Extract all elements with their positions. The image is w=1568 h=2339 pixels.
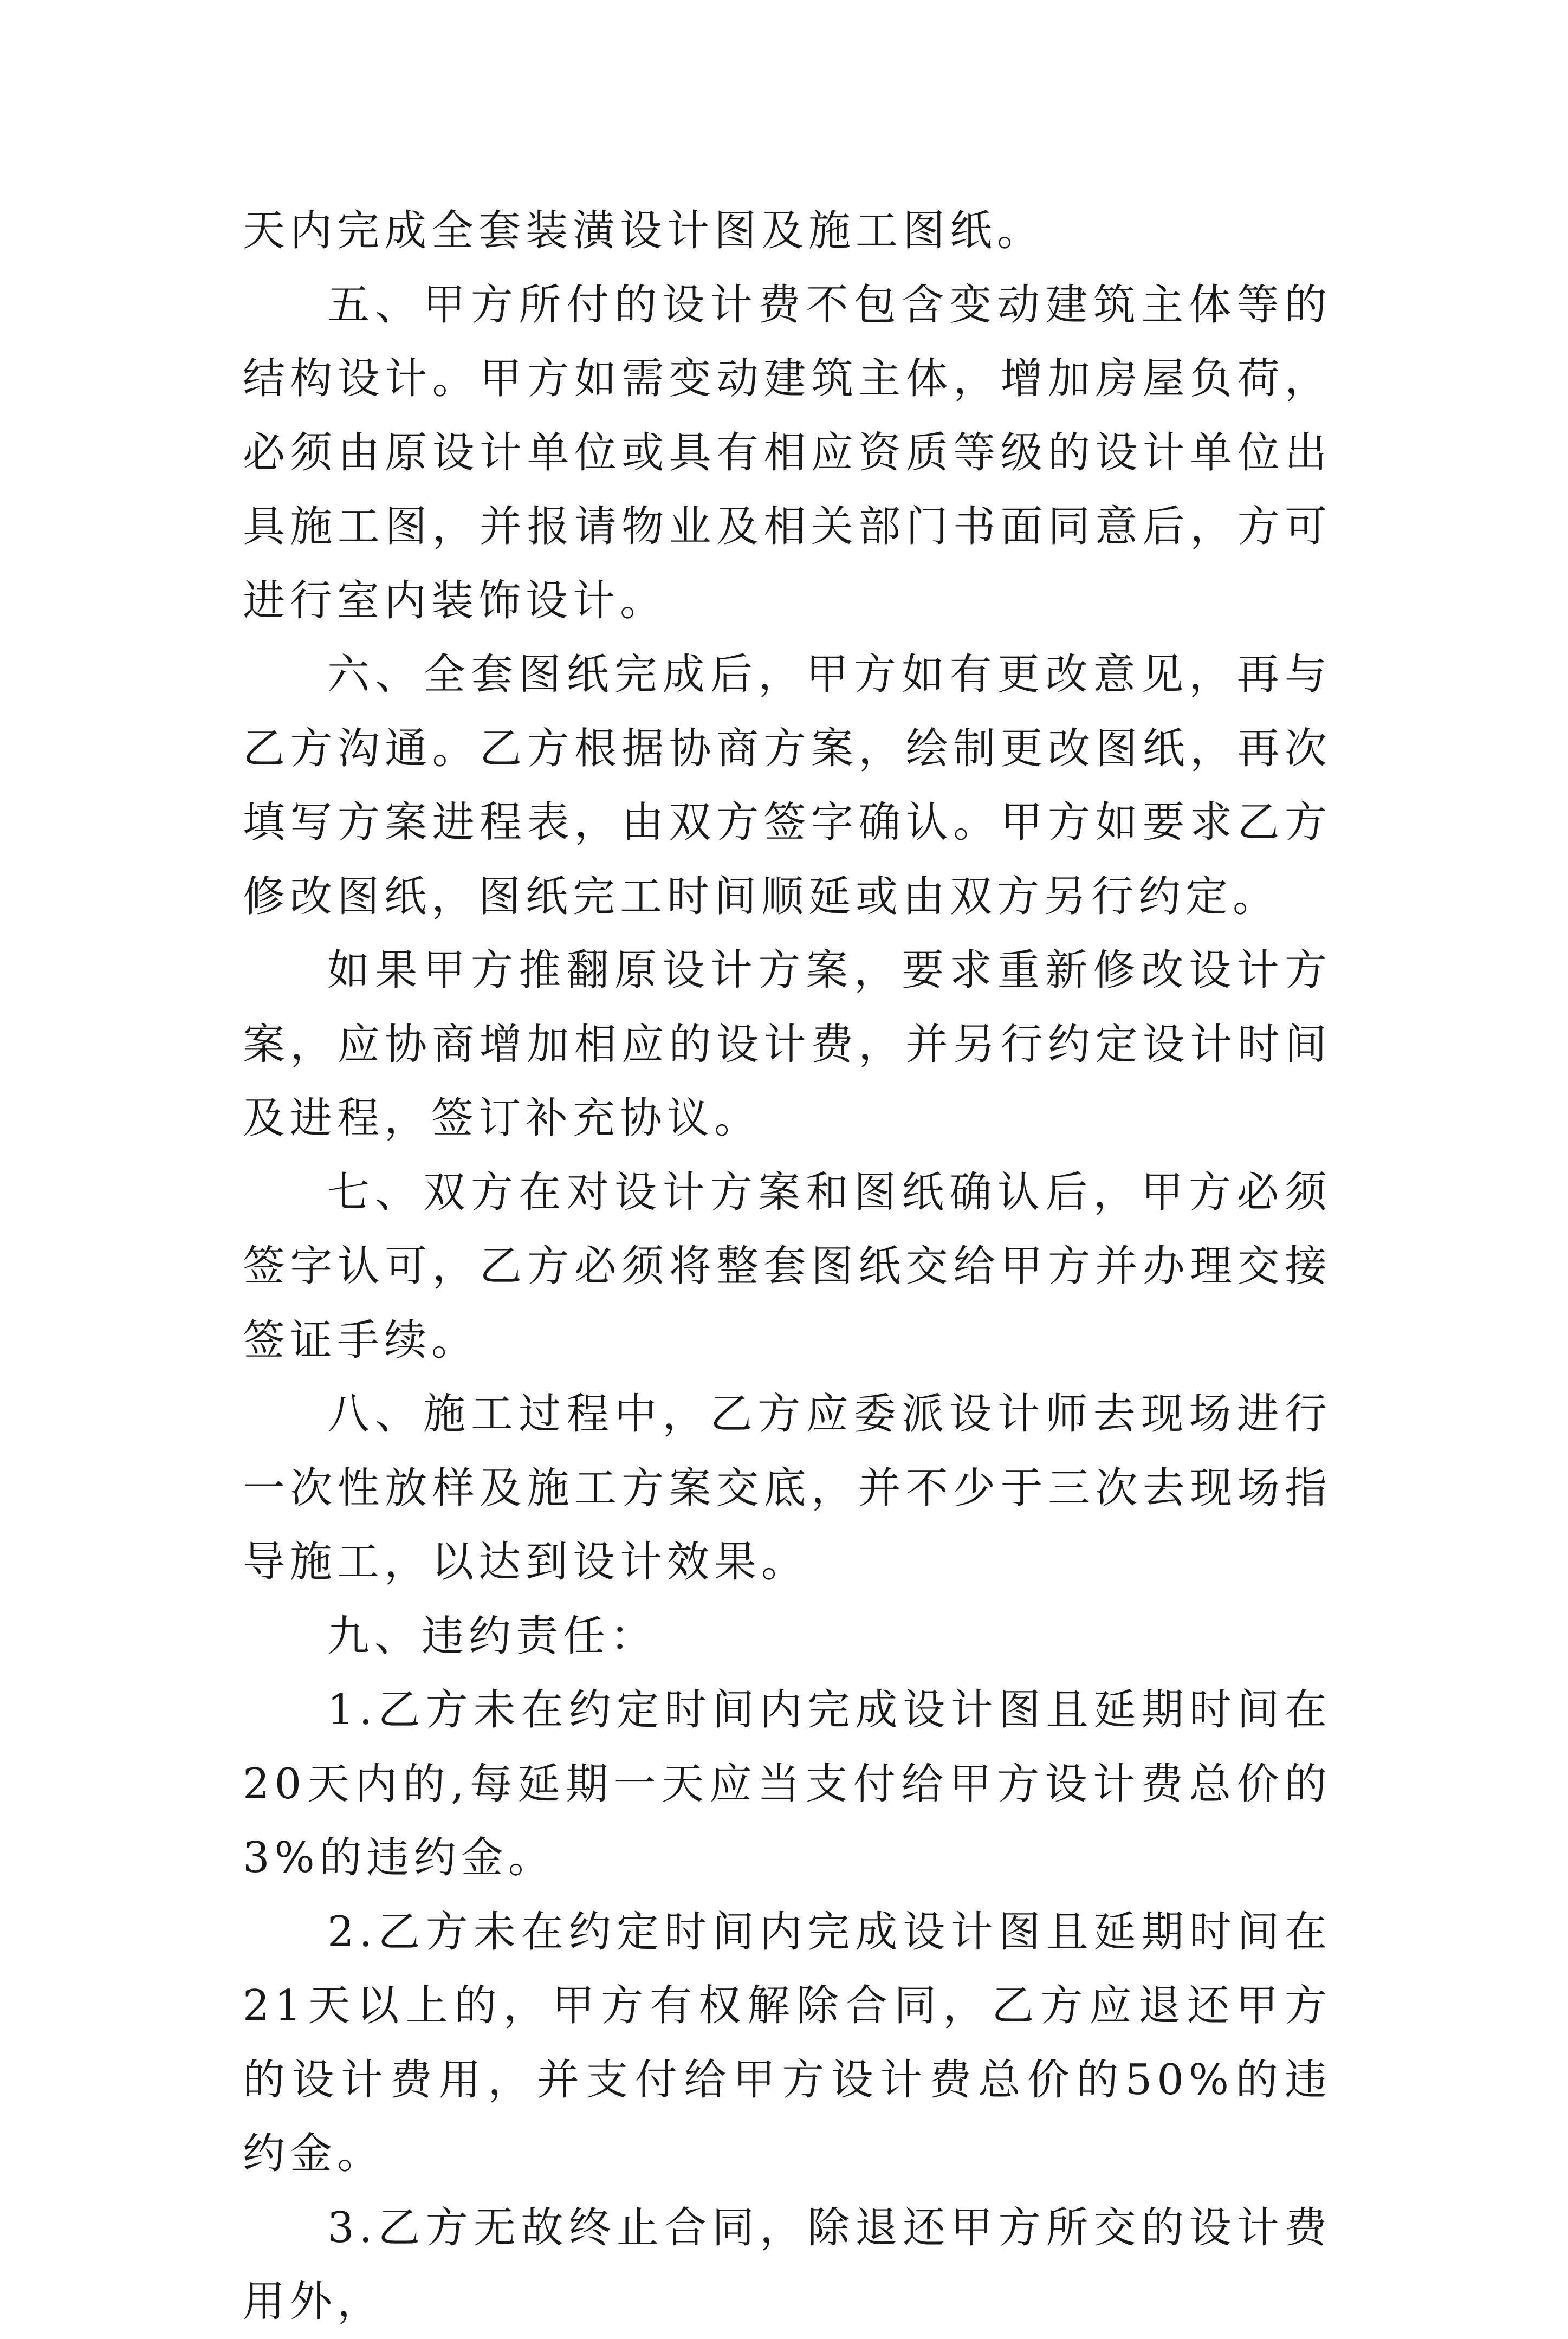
paragraph-clause-9-item-1: 1.乙方未在约定时间内完成设计图且延期时间在20天内的,每延期一天应当支付给甲方设计费总价的3%的违约金。 <box>243 1686 1332 1882</box>
paragraph-clause-9-item-2: 2.乙方未在约定时间内完成设计图且延期时间在21天以上的，甲方有权解除合同，乙方应退还甲方的设计费用，并支付给甲方设计费总价的50%的违约金。 <box>243 1907 1332 2178</box>
paragraph-clause-6-supplement: 如果甲方推翻原设计方案，要求重新修改设计方案，应协商增加相应的设计费，并另行约定设计时间及进程，签订补充协议。 <box>243 946 1332 1143</box>
paragraph-clause-6: 六、全套图纸完成后，甲方如有更改意见，再与乙方沟通。乙方根据协商方案，绘制更改图纸，再次填写方案进程表，由双方签字确认。甲方如要求乙方修改图纸，图纸完工时间顺延或由双方另行约定。 <box>243 650 1332 921</box>
paragraph-clause-5: 五、甲方所付的设计费不包含变动建筑主体等的结构设计。甲方如需变动建筑主体，增加房屋负荷，必须由原设计单位或具有相应资质等级的设计单位出具施工图，并报请物业及相关部门书面同意后，方可进行室内装饰设计。 <box>243 280 1332 625</box>
paragraph-clause-8: 八、施工过程中，乙方应委派设计师去现场进行一次性放样及施工方案交底，并不少于三次去现场指导施工，以达到设计效果。 <box>243 1390 1332 1586</box>
paragraph-clause-9-heading: 九、违约责任： <box>327 1611 658 1661</box>
document-body <box>243 194 1332 2339</box>
paragraph-continuation: 天内完成全套装潢设计图及施工图纸。 <box>243 206 1045 255</box>
paragraph-clause-9-item-3: 3.乙方无故终止合同，除退还甲方所交的设计费用外， <box>243 2203 1332 2326</box>
paragraph-clause-7: 七、双方在对设计方案和图纸确认后，甲方必须签字认可，乙方必须将整套图纸交给甲方并办理交接签证手续。 <box>243 1168 1332 1365</box>
